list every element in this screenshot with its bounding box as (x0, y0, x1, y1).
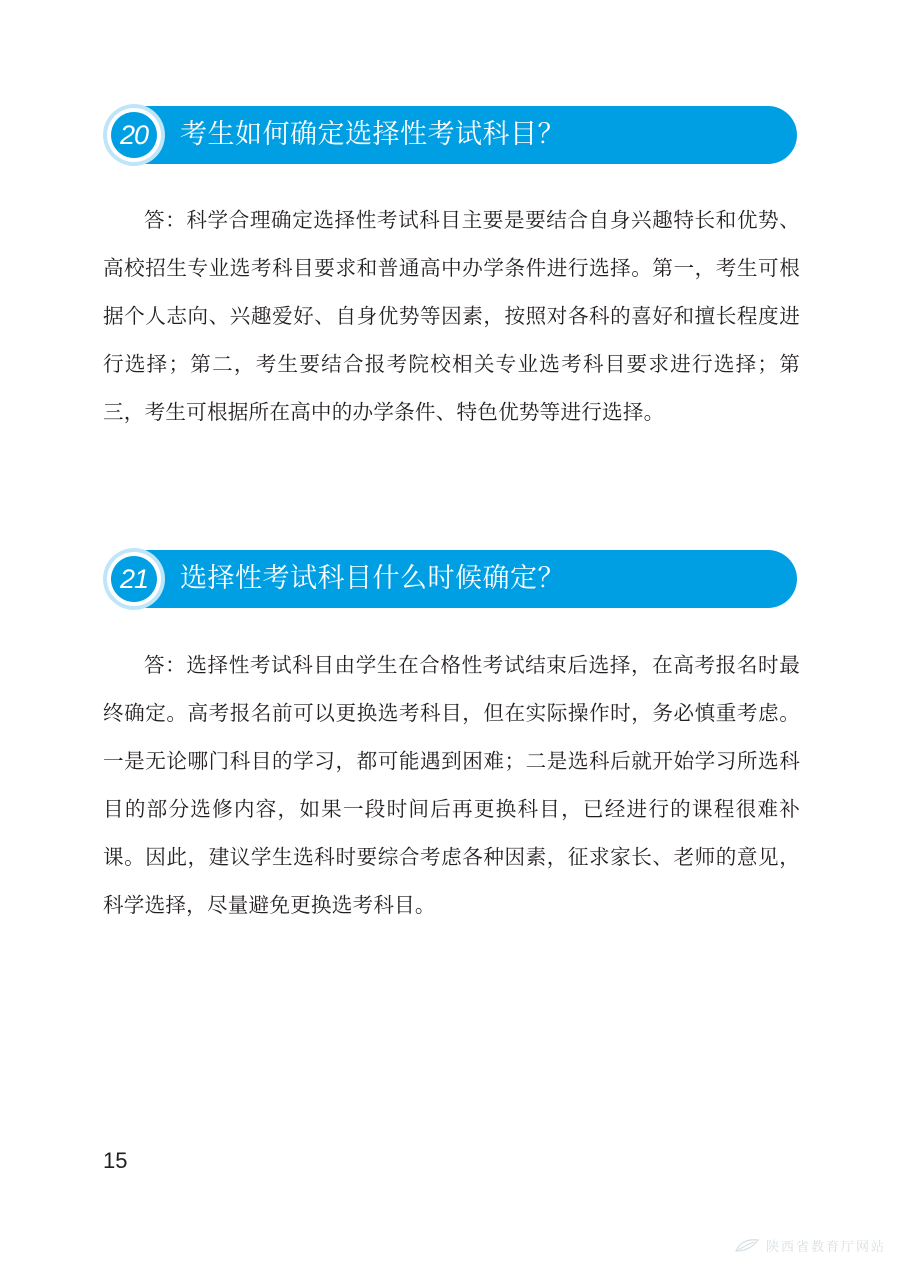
section-header-21 (103, 548, 797, 610)
number-badge: 21 (111, 556, 157, 602)
page-number: 15 (103, 1148, 128, 1173)
answer-paragraph-21: 答：选择性考试科目由学生在合格性考试结束后选择，在高考报名时最终确定。高考报名前可以更换选考科目，但在实际操作时，务必慎重考虑。一是无论哪门科目的学习，都可能遇到困难；二是选科后就开始学习所选科目的部分选修内容，如果一段时间后再更换科目，已经进行的课程很难补课。因此，建议学生选科时要综合考虑各种因素，征求家长、老师的意见，科学选择，尽量避免更换选考科目。 (103, 653, 800, 917)
watermark-text: 陕西省教育厅网站 (765, 1240, 886, 1255)
section-header-20 (103, 104, 797, 166)
leaf-logo-icon (734, 1237, 760, 1255)
question-title: 选择性考试科目什么时候确定？ (180, 563, 565, 594)
question-title: 考生如何确定选择性考试科目？ (180, 119, 565, 150)
number-badge: 20 (111, 112, 157, 158)
watermark (734, 1236, 886, 1255)
answer-paragraph-20: 答：科学合理确定选择性考试科目主要是要结合自身兴趣特长和优势、高校招生专业选考科目要求和普通高中办学条件进行选择。第一，考生可根据个人志向、兴趣爱好、自身优势等因素，按照对各科的喜好和擅长程度进行选择；第二，考生要结合报考院校相关专业选考科目要求进行选择；第三，考生可根据所在高中的办学条件、特色优势等进行选择。 (103, 208, 800, 424)
